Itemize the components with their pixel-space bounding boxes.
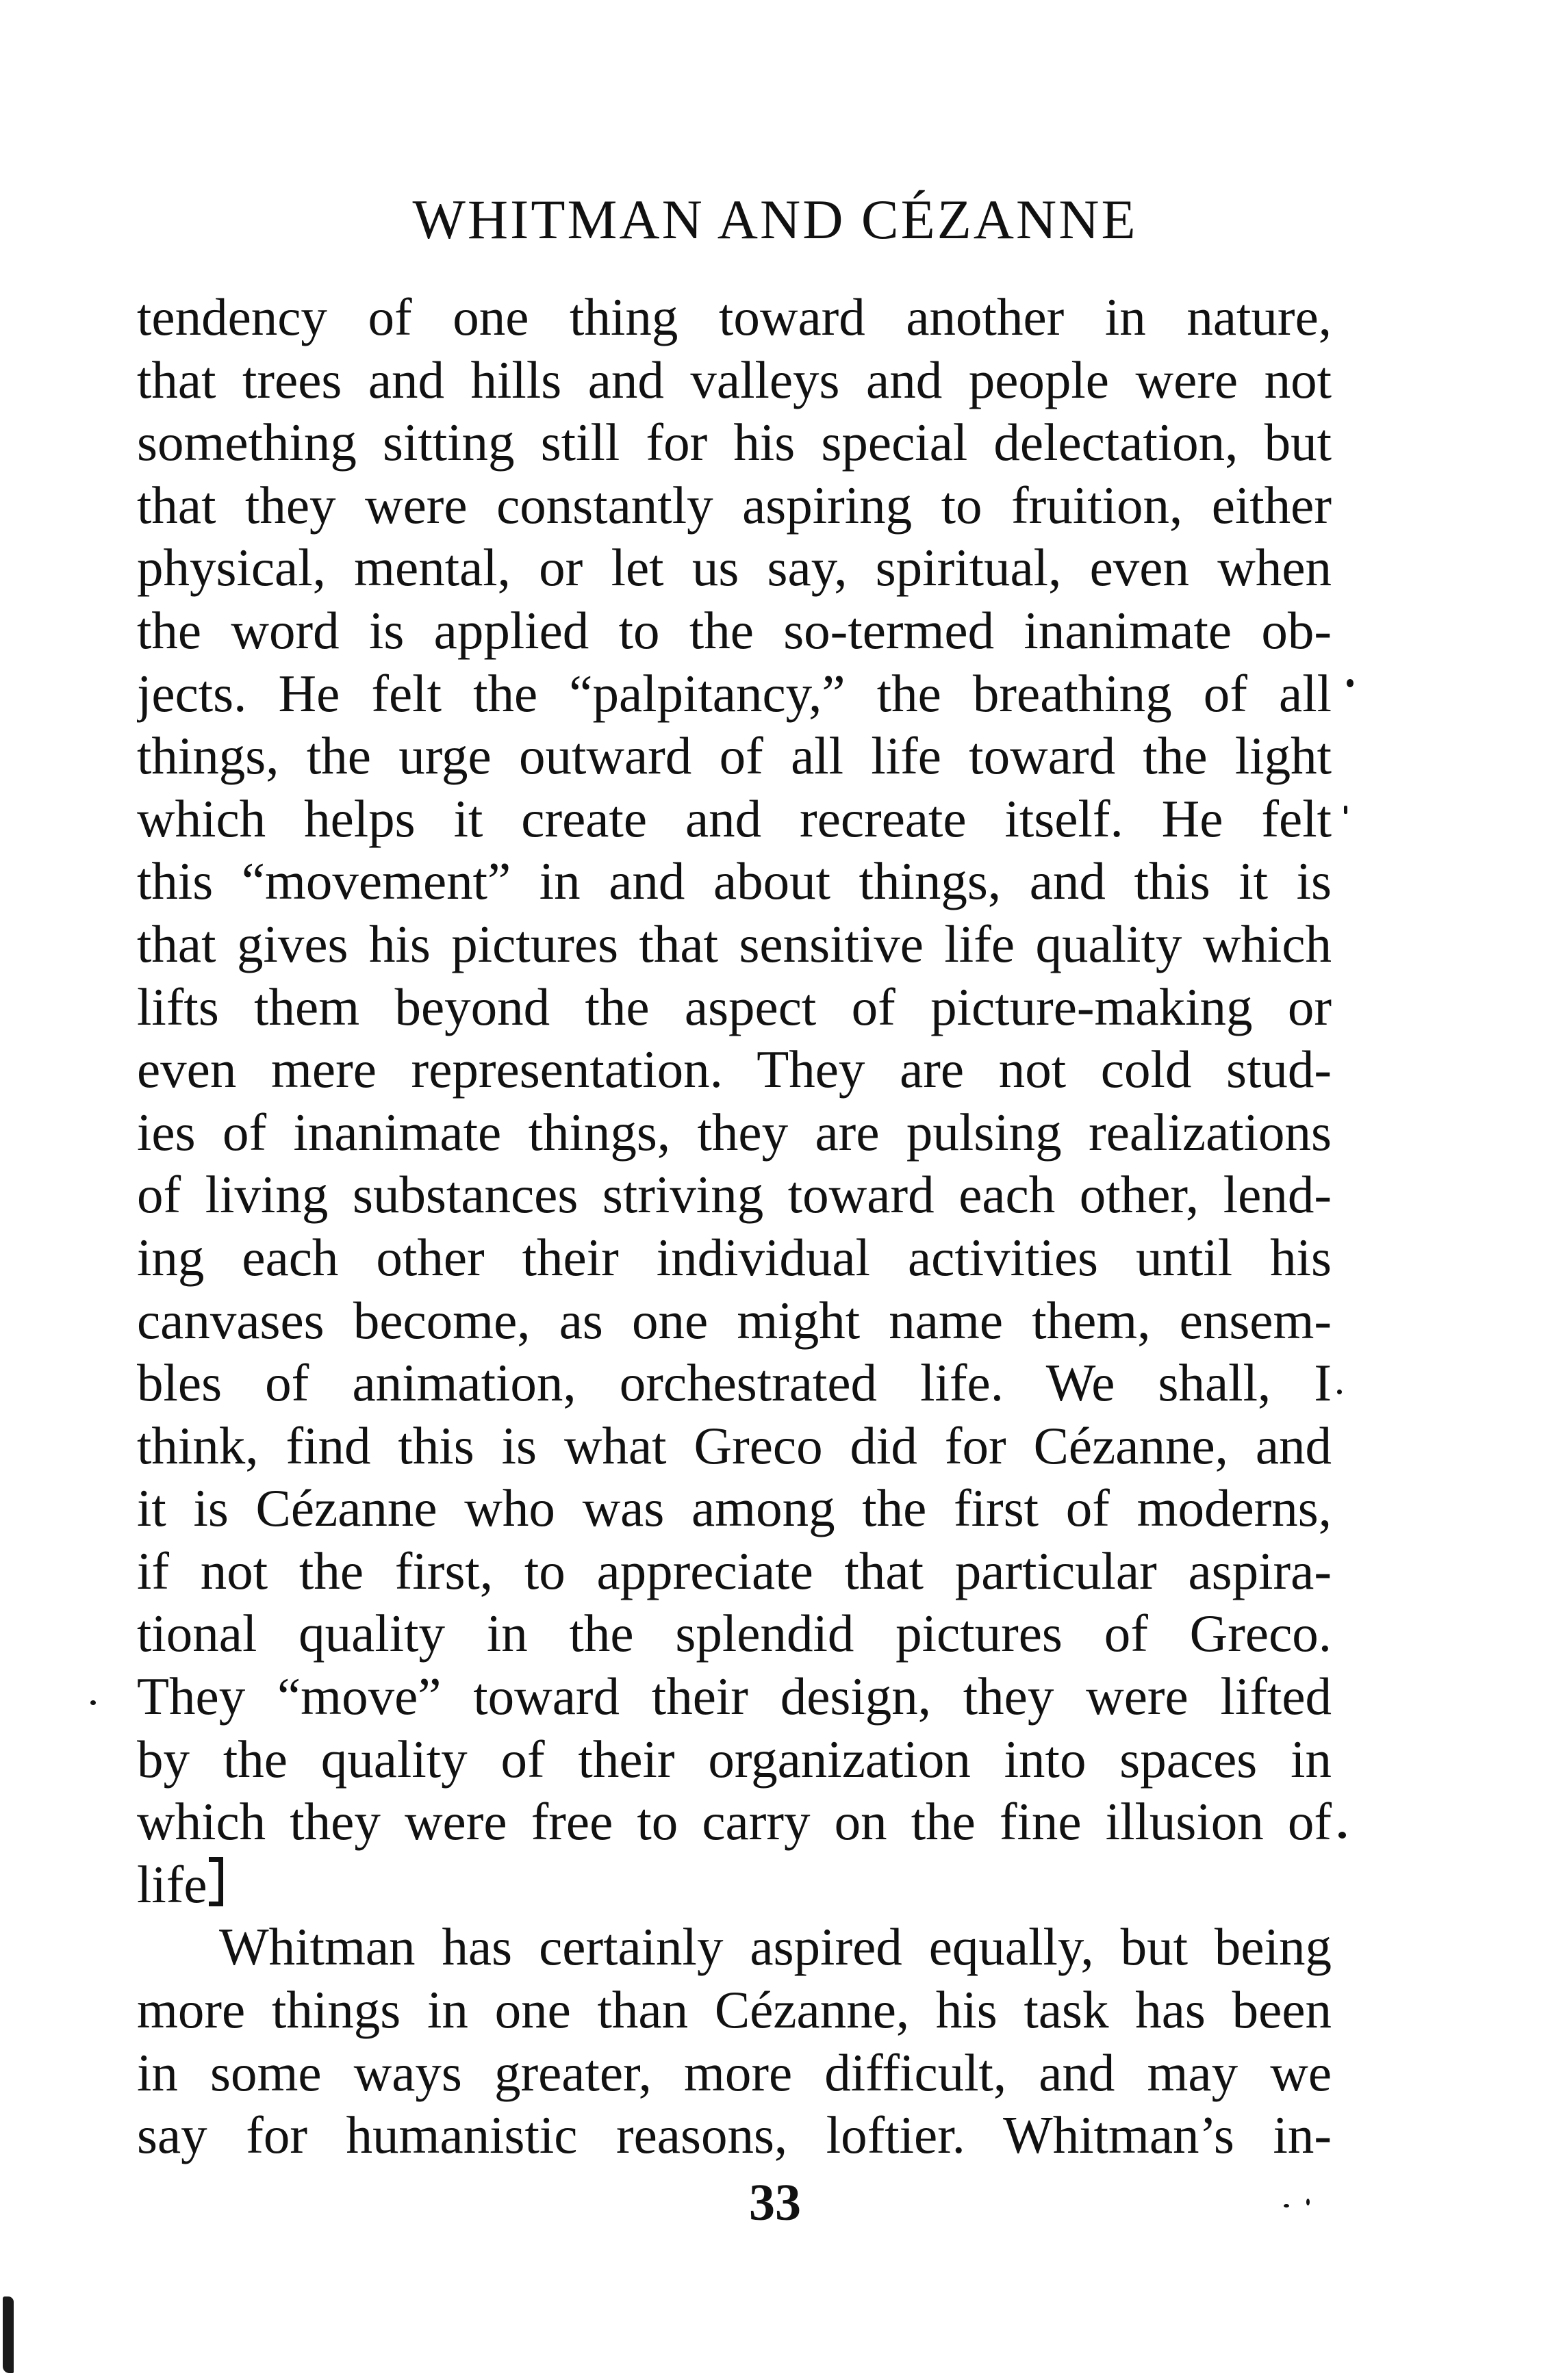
text-line: lifts them beyond the aspect of picture-making or: [137, 977, 1332, 1036]
text-line: jects. He felt the “palpitancy,” the breathing of all: [137, 663, 1332, 723]
text-line: that gives his pictures that sensitive life quality which: [137, 914, 1332, 973]
text-line: something sitting still for his special delectation, but: [137, 413, 1332, 472]
text-line: ies of inanimate things, they are pulsing realizations: [137, 1102, 1332, 1162]
text-line: bles of animation, orchestrated life. We shall, I: [137, 1353, 1332, 1413]
body-text: [137, 286, 1332, 2167]
text-line-final: [137, 1854, 1332, 1917]
text-line: ing each other their individual activities until his: [137, 1227, 1332, 1287]
text-line: the word is applied to the so-termed inanimate ob-: [137, 600, 1332, 660]
text-line: tendency of one thing toward another in nature,: [137, 287, 1332, 346]
text-line: tional quality in the splendid pictures of Greco.: [137, 1604, 1332, 1663]
paragraph-first-line: Whitman has certainly aspired equally, but being: [219, 1917, 1332, 1977]
page-number: 33: [749, 2174, 801, 2231]
text-line: say for humanistic reasons, loftier. Whitman’s in-: [137, 2106, 1332, 2165]
margin-dot-icon: [1284, 2204, 1289, 2208]
text-line: which they were free to carry on the fine illusion of: [137, 1792, 1332, 1852]
text-line: which helps it create and recreate itself. He felt: [137, 789, 1332, 848]
bracket-mark-icon: [209, 1857, 223, 1906]
margin-dot-icon: [1347, 679, 1354, 687]
text-line: that they were constantly aspiring to fruition, either: [137, 475, 1332, 535]
text-line-final-word: life: [137, 1854, 207, 1914]
running-head: WHITMAN AND CÉZANNE: [412, 188, 1138, 251]
text-line: They “move” toward their design, they were lifted: [137, 1667, 1332, 1726]
margin-dot-icon: [1306, 2199, 1310, 2205]
text-line: things, the urge outward of all life toward the light: [137, 726, 1332, 786]
margin-dot-icon: [90, 1700, 96, 1705]
text-line: by the quality of their organization into spaces in: [137, 1729, 1332, 1789]
text-line: it is Cézanne who was among the first of moderns,: [137, 1479, 1332, 1538]
text-line: of living substances striving toward each other, lend-: [137, 1165, 1332, 1225]
margin-dot-icon: [1338, 1832, 1346, 1839]
text-line: if not the first, to appreciate that particular aspira-: [137, 1541, 1332, 1600]
text-line: more things in one than Cézanne, his task has been: [137, 1980, 1332, 2040]
text-line: think, find this is what Greco did for Cézanne, and: [137, 1416, 1332, 1475]
text-line: that trees and hills and valleys and people were not: [137, 350, 1332, 409]
text-line: even mere representation. They are not cold stud-: [137, 1040, 1332, 1099]
text-line: physical, mental, or let us say, spiritual, even when: [137, 538, 1332, 598]
text-line: this “movement” in and about things, and this it is: [137, 852, 1332, 911]
edge-blot-icon: [3, 2296, 14, 2373]
text-line: in some ways greater, more difficult, and may we: [137, 2043, 1332, 2102]
text-line: canvases become, as one might name them, ensem-: [137, 1290, 1332, 1350]
margin-dot-icon: [1337, 1390, 1342, 1394]
margin-tick-icon: [1344, 806, 1347, 814]
